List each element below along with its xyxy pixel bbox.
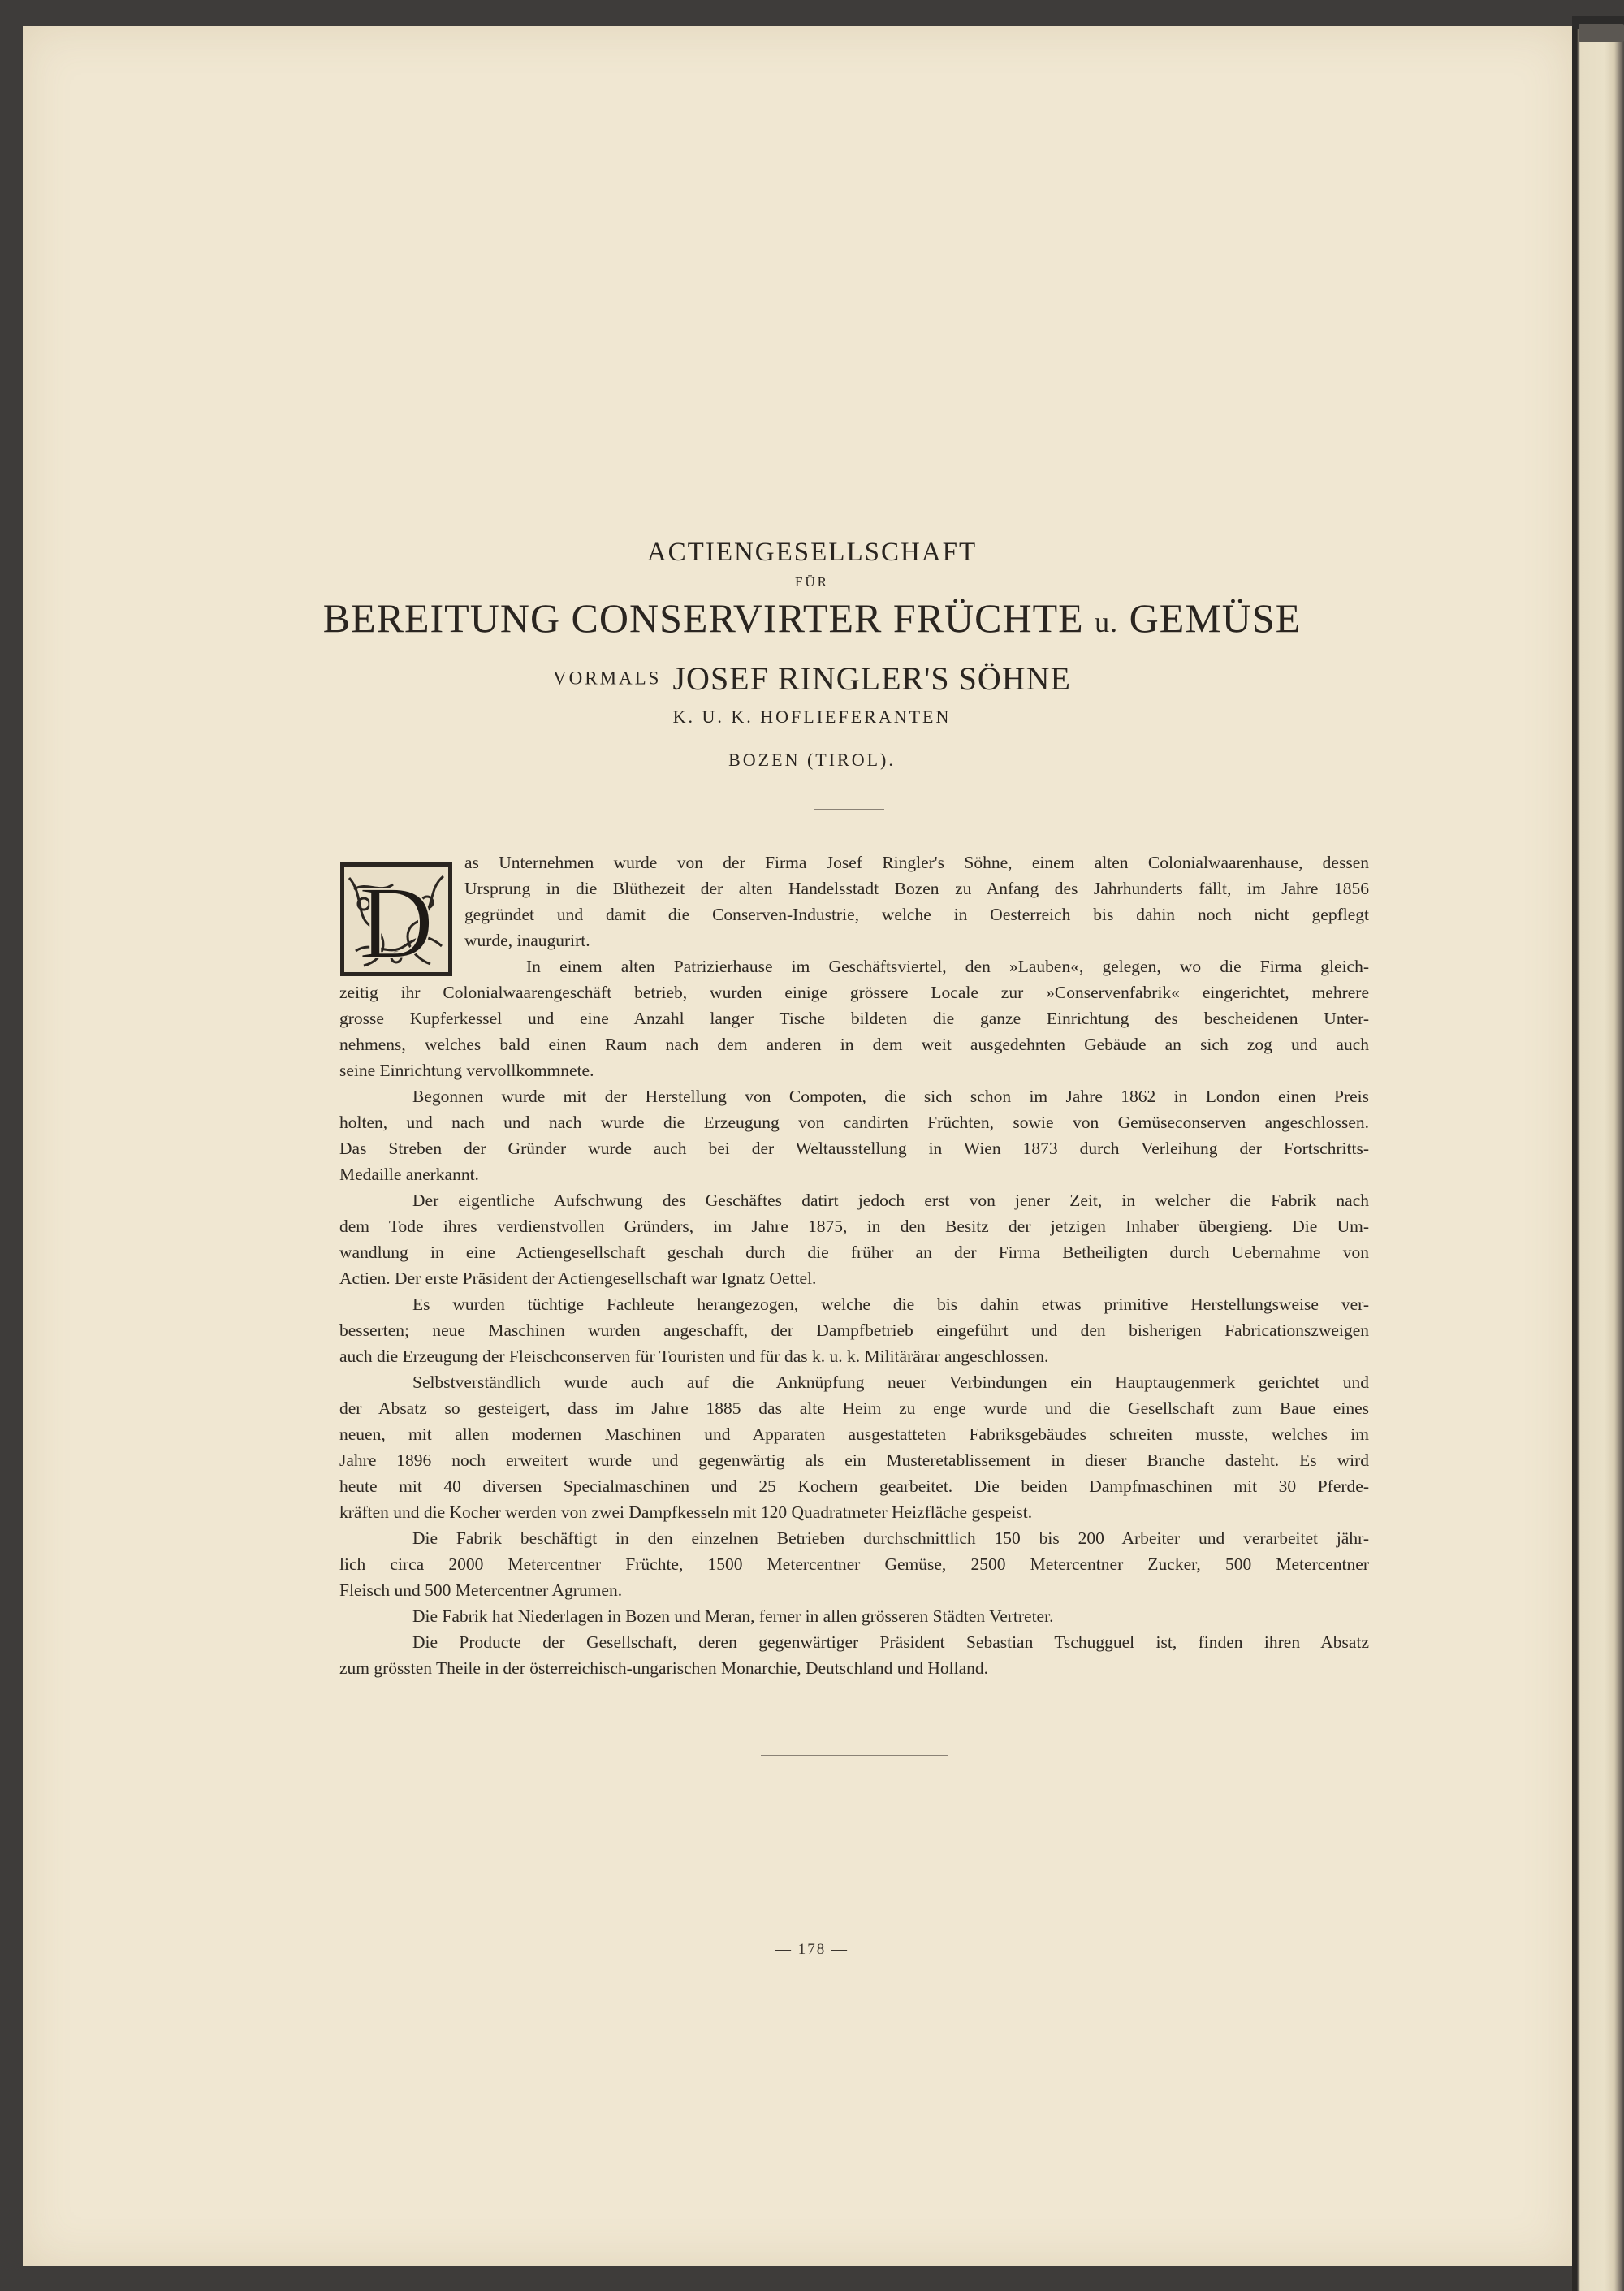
page-number: — 178 — xyxy=(775,1941,849,1958)
text-line: In einem alten Patrizierhause im Geschäftsviertel, den »Lauben«, gelegen, wo die Firma gleich- xyxy=(526,957,1369,976)
text-line: auch die Erzeugung der Fleischconserven für Touristen und für das k. u. k. Militärärar angeschlossen. xyxy=(339,1347,1049,1366)
binding-clip xyxy=(1579,24,1624,42)
text-line: wandlung in eine Actiengesellschaft geschah durch die früher an der Firma Betheiligten durch Uebernahme von xyxy=(339,1243,1369,1262)
text-line: nehmens, welches bald einen Raum nach dem anderen in dem weit ausgedehnten Gebäude an sich zog und auch xyxy=(339,1035,1369,1054)
text-line: seine Einrichtung vervollkommnete. xyxy=(339,1061,594,1080)
text-line: Das Streben der Gründer wurde auch bei der Weltausstellung in Wien 1873 durch Verleihung der Fortschritts- xyxy=(339,1139,1369,1158)
company-title-end: GEMÜSE xyxy=(1129,595,1302,641)
text-line: Begonnen wurde mit der Herstellung von Compoten, die sich schon im Jahre 1862 in London einen Preis xyxy=(412,1087,1369,1106)
text-line: Jahre 1896 noch erweitert wurde und gegenwärtig als ein Musteretablissement in dieser Branche dasteht. Es wird xyxy=(339,1450,1369,1470)
text-line: as Unternehmen wurde von der Firma Josef Ringler's Söhne, einem alten Colonialwaarenhause, dessen xyxy=(464,853,1369,872)
text-line: Der eigentliche Aufschwung des Geschäftes datirt jedoch erst von jener Zeit, in welcher die Fabrik nach xyxy=(412,1191,1369,1210)
company-title-conjunction: u. xyxy=(1095,606,1119,638)
text-line: Die Fabrik beschäftigt in den einzelnen Betrieben durchschnittlich 150 bis 200 Arbeiter und verarbeitet jähr- xyxy=(412,1528,1369,1548)
purveyor-heading: K. U. K. HOFLIEFERANTEN xyxy=(672,707,952,727)
text-line: Es wurden tüchtige Fachleute herangezogen, welche die bis dahin etwas primitive Herstellungsweise ver- xyxy=(412,1295,1369,1314)
text-line: Medaille anerkannt. xyxy=(339,1165,479,1184)
divider-bottom xyxy=(761,1755,948,1756)
company-title xyxy=(0,594,1624,642)
founder-name: JOSEF RINGLER'S SÖHNE xyxy=(672,660,1071,697)
text-line: gegründet und damit die Conserven-Industrie, welche in Oesterreich bis dahin noch nicht gepflegt xyxy=(464,905,1369,924)
text-line: holten, und nach und nach wurde die Erzeugung von candirten Früchten, sowie von Gemüseconserven angeschlossen. xyxy=(339,1113,1369,1132)
text-line: wurde, inaugurirt. xyxy=(464,931,590,950)
text-line: zum grössten Theile in der österreichisch-ungarischen Monarchie, Deutschland und Holland. xyxy=(339,1658,989,1678)
text-line: der Absatz so gesteigert, dass im Jahre 1885 das alte Heim zu enge wurde und die Gesellschaft zum Baue eines xyxy=(339,1398,1369,1418)
text-line: lich circa 2000 Metercentner Früchte, 1500 Metercentner Gemüse, 2500 Metercentner Zucker, 500 Metercentner xyxy=(339,1554,1369,1574)
former-name-heading xyxy=(0,659,1624,698)
divider-top xyxy=(814,809,884,810)
text-line: heute mit 40 diversen Specialmaschinen und 25 Kochern gearbeitet. Die beiden Dampfmaschinen mit 30 Pferde- xyxy=(339,1476,1369,1496)
dropcap-ornament xyxy=(339,862,453,977)
location-heading: BOZEN (TIROL). xyxy=(728,750,896,770)
text-line: Die Producte der Gesellschaft, deren gegenwärtiger Präsident Sebastian Tschugguel ist, finden ihren Absatz xyxy=(412,1632,1369,1652)
fuer-heading: FÜR xyxy=(794,574,830,590)
text-line: Actien. Der erste Präsident der Actiengesellschaft war Ignatz Oettel. xyxy=(339,1269,817,1288)
text-line: kräften und die Kocher werden von zwei Dampfkesseln mit 120 Quadratmeter Heizfläche gespeist. xyxy=(339,1502,1033,1522)
text-line: neuen, mit allen modernen Maschinen und Apparaten ausgestatteten Fabriksgebäudes schreiten musste, welches im xyxy=(339,1424,1369,1444)
vormals-label: VORMALS xyxy=(553,668,662,689)
dropcap-letter: D xyxy=(358,865,434,977)
text-line: grosse Kupferkessel und eine Anzahl langer Tische bildeten die ganze Einrichtung des bescheidenen Unter- xyxy=(339,1009,1369,1028)
company-title-main: BEREITUNG CONSERVIRTER FRÜCHTE xyxy=(322,595,1084,641)
text-line: Fleisch und 500 Metercentner Agrumen. xyxy=(339,1580,623,1600)
text-line: besserten; neue Maschinen wurden angeschafft, der Dampfbetrieb eingeführt und den bisherigen Fabricationszweigen xyxy=(339,1321,1369,1340)
text-line: Die Fabrik hat Niederlagen in Bozen und Meran, ferner in allen grösseren Städten Vertreter. xyxy=(412,1606,1054,1626)
company-type-heading: ACTIENGESELLSCHAFT xyxy=(646,538,978,567)
text-line: zeitig ihr Colonialwaarengeschäft betrieb, wurden einige grössere Locale zur »Conservenfabrik« eingerichtet, mehrere xyxy=(339,983,1369,1002)
text-line: dem Tode ihres verdienstvollen Gründers, im Jahre 1875, in den Besitz der jetzigen Inhaber übergieng. Die Um- xyxy=(339,1217,1369,1236)
text-line: Ursprung in die Blüthezeit der alten Handelsstadt Bozen zu Anfang des Jahrhunderts fällt, im Jahre 1856 xyxy=(464,879,1369,898)
text-line: Selbstverständlich wurde auch auf die Anknüpfung neuer Verbindungen ein Hauptaugenmerk gerichtet und xyxy=(412,1372,1369,1392)
